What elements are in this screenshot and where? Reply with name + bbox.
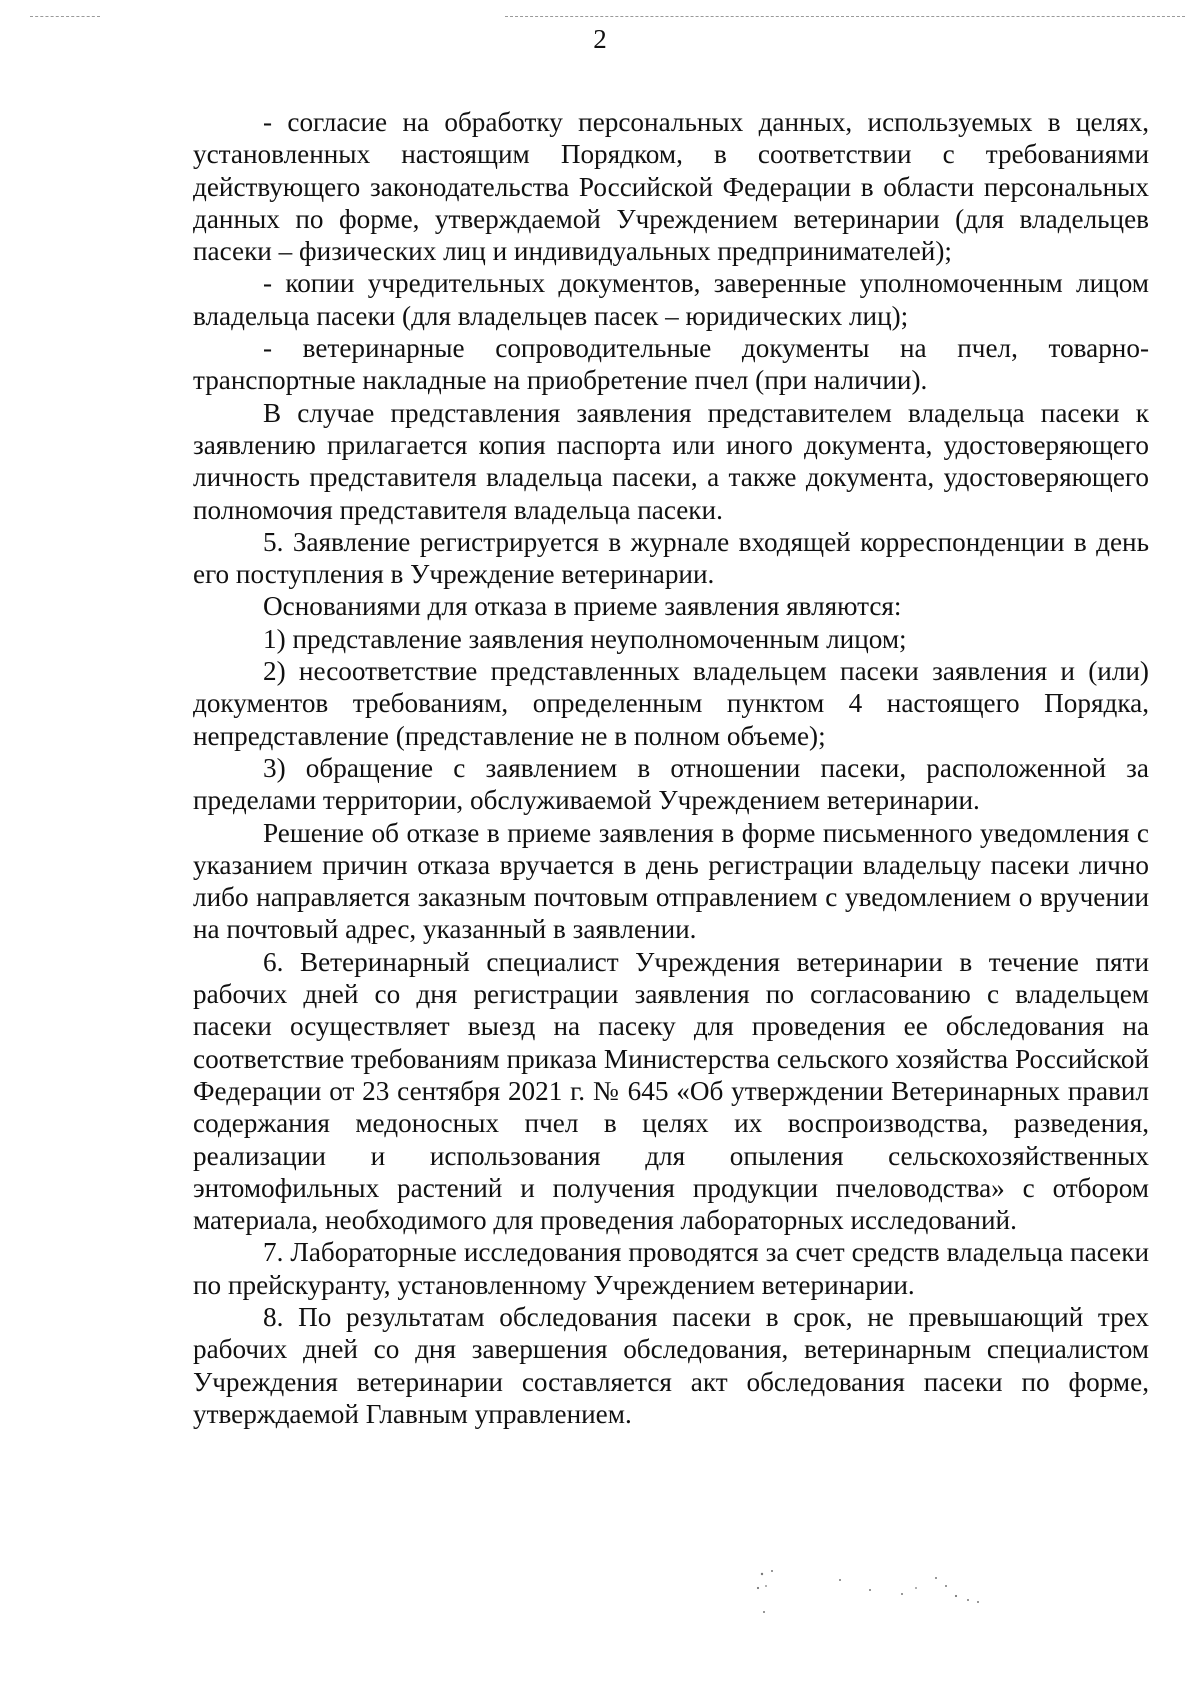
paragraph-item-8: 8. По результатам обследования пасеки в срок, не превышающий трех рабочих дней со дня завершения обследования, ветеринарным специалистом Учреждения ветеринарии составляется акт обследования пасеки по форме, утверждаемой Главным управлением. <box>193 1301 1149 1429</box>
page-number: 2 <box>593 24 607 54</box>
scan-edge-line <box>30 16 100 17</box>
paragraph-consent: - согласие на обработку персональных данных, используемых в целях, установленных настоящим Порядком, в соответствии с требованиями действующего законодательства Российской Федерации в области персональных данных по форме, утверждаемой Учреждением ветеринарии (для владельцев пасеки – физических лиц и индивидуальных предпринимателей); <box>193 107 1149 267</box>
scan-specks <box>740 1560 1040 1630</box>
paragraph-item-7: 7. Лабораторные исследования проводятся за счет средств владельца пасеки по прейскуранту, установленному Учреждением ветеринарии. <box>193 1237 1149 1300</box>
paragraph-veterinary-documents: - ветеринарные сопроводительные документы на пчел, товарно-транспортные накладные на приобретение пчел (при наличии). <box>193 333 1149 396</box>
scan-edge-line <box>505 16 1185 17</box>
document-body <box>193 106 1149 1430</box>
paragraph-representative: В случае представления заявления представителем владельца пасеки к заявлению прилагается копия паспорта или иного документа, удостоверяющего личность представителя владельца пасеки, а также документа, удостоверяющего полномочия представителя владельца пасеки. <box>193 397 1149 525</box>
paragraph-ground-1: 1) представление заявления неуполномоченным лицом; <box>263 623 907 654</box>
paragraph-item-5: 5. Заявление регистрируется в журнале входящей корреспонденции в день его поступления в Учреждение ветеринарии. <box>193 526 1149 590</box>
paragraph-refusal-decision: Решение об отказе в приеме заявления в форме письменного уведомления с указанием причин отказа вручается в день регистрации владельцу пасеки лично либо направляется заказным почтовым отправлением с уведомлением о вручении на почтовый адрес, указанный в заявлении. <box>193 817 1149 945</box>
paragraph-ground-2: 2) несоответствие представленных владельцем пасеки заявления и (или) документов требованиям, определенным пунктом 4 настоящего Порядка, непредставление (представление не в полном объеме); <box>193 656 1149 751</box>
paragraph-ground-3: 3) обращение с заявлением в отношении пасеки, расположенной за пределами территории, обслуживаемой Учреждением ветеринарии. <box>193 752 1149 816</box>
paragraph-item-6: 6. Ветеринарный специалист Учреждения ветеринарии в течение пяти рабочих дней со дня регистрации заявления по согласованию с владельцем пасеки осуществляет выезд на пасеку для проведения ее обследования на соответствие требованиям приказа Министерства сельского хозяйства Российской Федерации от 23 сентября 2021 г. № 645 «Об утверждении Ветеринарных правил содержания медоносных пчел в целях их воспроизводства, разведения, реализации и использования для опыления сельскохозяйственных энтомофильных растений и получения продукции пчеловодства» с отбором материала, необходимого для проведения лабораторных исследований. <box>193 946 1149 1236</box>
paragraph-refusal-grounds: Основаниями для отказа в приеме заявления являются: <box>263 591 902 622</box>
paragraph-constituent-documents: - копии учредительных документов, заверенные уполномоченным лицом владельца пасеки (для владельцев пасек – юридических лиц); <box>193 268 1149 331</box>
